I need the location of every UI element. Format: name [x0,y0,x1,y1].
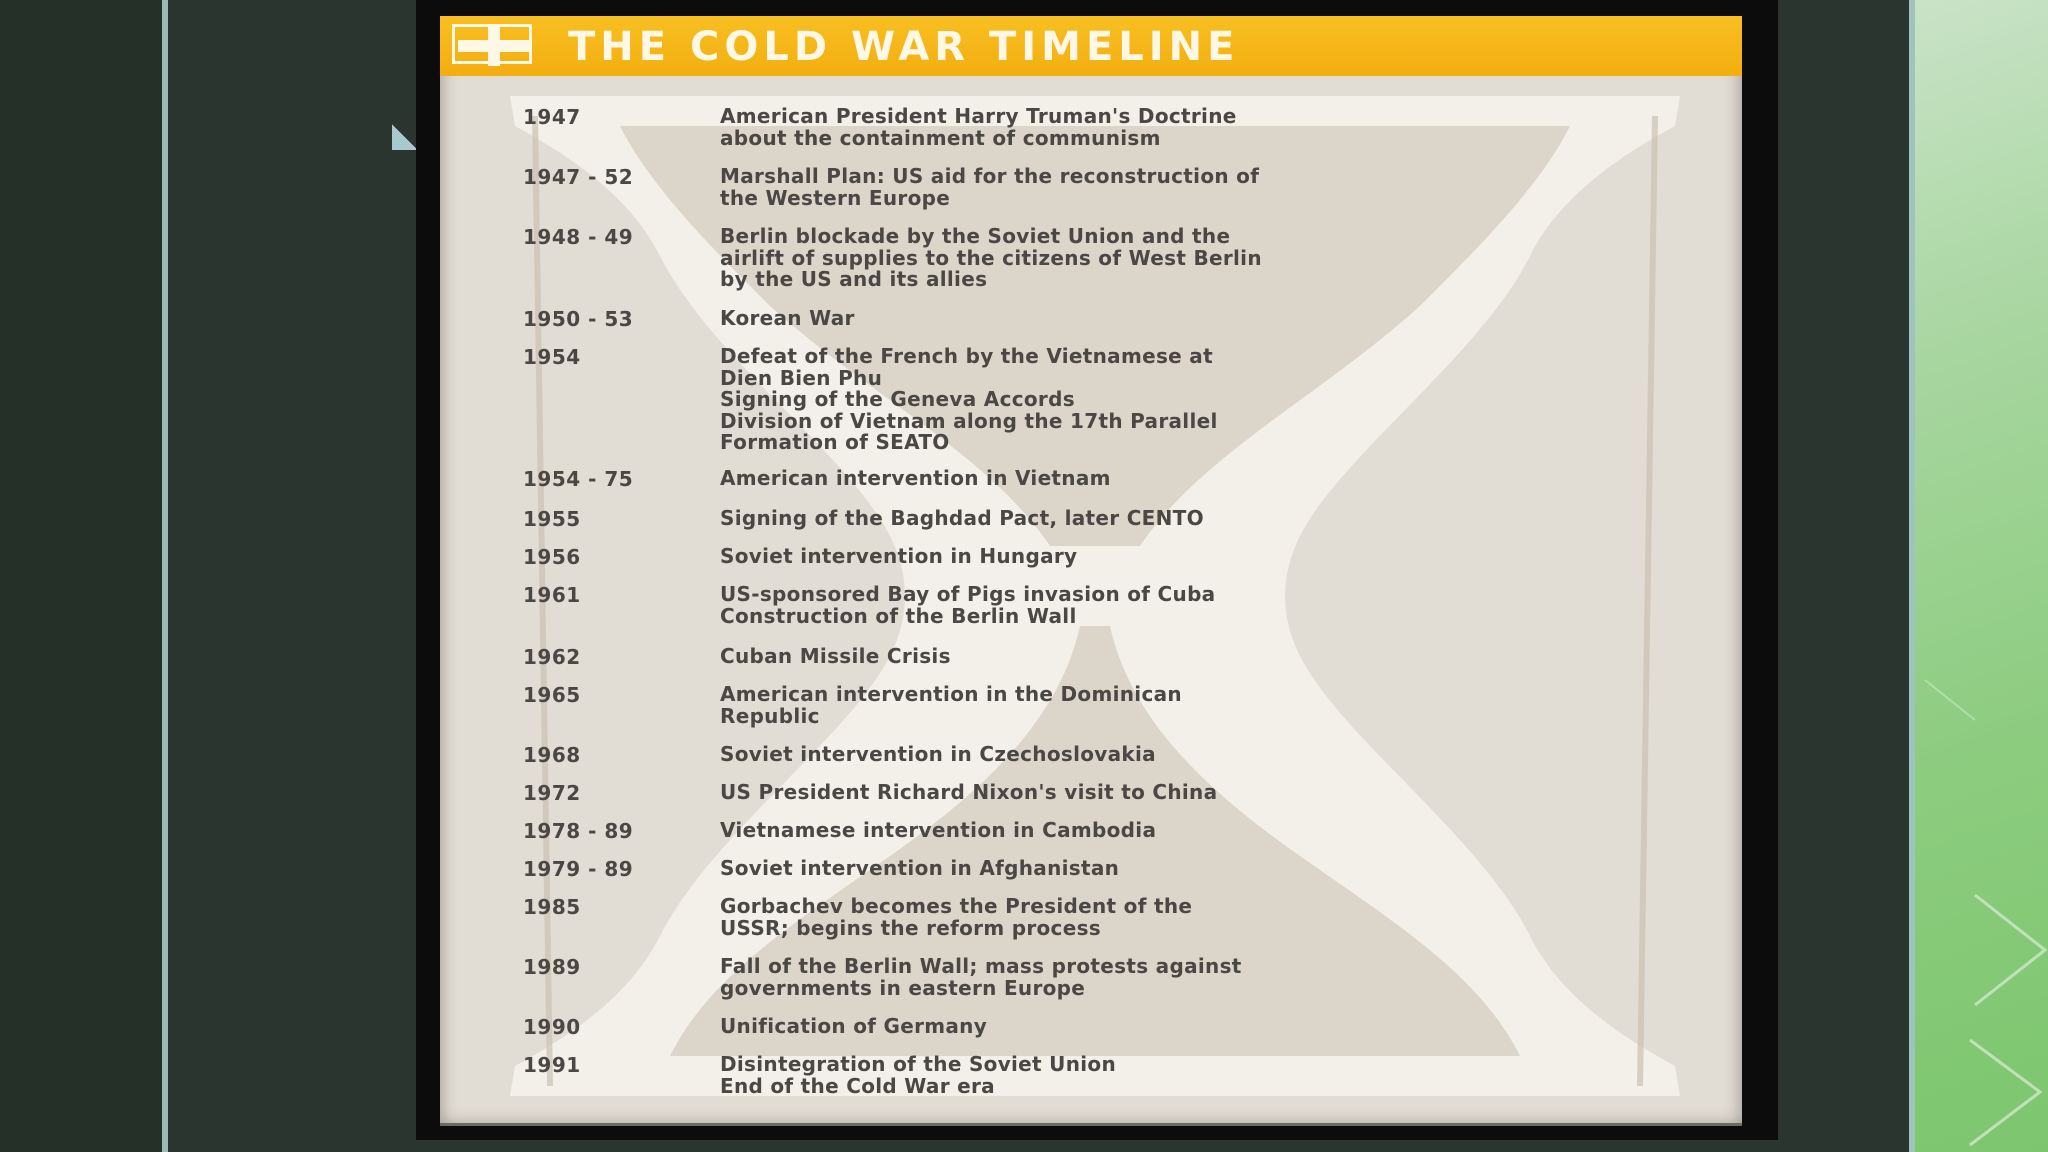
timeline-year: 1968 [523,743,581,767]
right-gradient-decoration [1915,0,2048,1152]
timeline-event-line: Vietnamese intervention in Cambodia [720,818,1157,842]
timeline-event-line: Fall of the Berlin Wall; mass protests against [720,954,1242,978]
timeline-event-line: Soviet intervention in Hungary [720,544,1078,568]
timeline-event-line: the Western Europe [720,185,951,210]
timeline-event-line: American President Harry Truman's Doctrine [720,104,1237,128]
bottom-divider [440,1123,1742,1126]
timeline-year: 1979 - 89 [523,857,634,881]
timeline-event-line: Marshall Plan: US aid for the reconstruction of [720,164,1260,188]
timeline-year: 1948 - 49 [523,225,634,249]
timeline-event [720,744,1710,766]
timeline-event-line: Division of Vietnam along the 17th Parallel [720,408,1218,433]
timeline-year: 1954 [523,345,581,369]
timeline-event-line: American intervention in the Dominican [720,682,1182,706]
timeline-event-line: Republic [720,703,820,728]
timeline-event-line: Construction of the Berlin Wall [720,603,1077,628]
page-title: THE COLD WAR TIMELINE [568,24,1240,70]
timeline-event-line: Berlin blockade by the Soviet Union and the [720,224,1231,248]
timeline-event [720,106,1710,149]
timeline-image [416,0,1778,1140]
timeline-event-line: American intervention in Vietnam [720,466,1111,490]
timeline-event-line: Dien Bien Phu [720,365,883,390]
timeline-event [720,468,1710,490]
timeline-year: 1985 [523,895,581,919]
timeline-year: 1947 [523,105,581,129]
timeline-event-line: by the US and its allies [720,267,988,291]
timeline-event [720,896,1710,939]
timeline-year: 1989 [523,955,581,979]
timeline-event-line: Soviet intervention in Afghanistan [720,856,1120,880]
timeline-event [720,508,1710,530]
timeline-event-line: US-sponsored Bay of Pigs invasion of Cuba [720,582,1216,606]
timeline-event [720,1016,1710,1038]
timeline-year: 1956 [523,545,581,569]
timeline-paper [440,16,1742,1126]
timeline-year: 1972 [523,781,581,805]
timeline-event-line: airlift of supplies to the citizens of West Berlin [720,245,1262,270]
timeline-event-line: Cuban Missile Crisis [720,644,951,668]
timeline-event-line: Disintegration of the Soviet Union [720,1052,1116,1076]
timeline-event-line: about the containment of communism [720,125,1161,150]
timeline-event [720,308,1710,330]
timeline-year: 1950 - 53 [523,307,634,331]
timeline-event [720,346,1710,454]
timeline-event [720,956,1710,999]
timeline-event [720,646,1710,668]
timeline-event-line: Signing of the Baghdad Pact, later CENTO [720,506,1204,530]
timeline-event [720,584,1710,627]
timeline-year: 1954 - 75 [523,467,634,491]
timeline-event-line: Formation of SEATO [720,430,950,454]
corner-triangle-icon [392,124,418,150]
timeline-list [440,16,1742,1126]
timeline-event-line: USSR; begins the reform process [720,915,1101,940]
timeline-event [720,858,1710,880]
timeline-year: 1990 [523,1015,581,1039]
timeline-event-line: Gorbachev becomes the President of the [720,894,1193,918]
timeline-year: 1955 [523,507,581,531]
timeline-event-line: Defeat of the French by the Vietnamese at [720,344,1213,368]
timeline-event [720,782,1710,804]
timeline-year: 1962 [523,645,581,669]
timeline-year: 1991 [523,1053,581,1077]
timeline-event [720,166,1710,209]
timeline-event [720,546,1710,568]
timeline-event-line: governments in eastern Europe [720,975,1086,1000]
timeline-year: 1965 [523,683,581,707]
timeline-event-line: Unification of Germany [720,1014,988,1038]
timeline-event [720,684,1710,727]
timeline-event [720,820,1710,842]
timeline-year: 1947 - 52 [523,165,634,189]
timeline-event [720,1054,1710,1097]
timeline-year: 1961 [523,583,581,607]
timeline-event-line: US President Richard Nixon's visit to China [720,780,1218,804]
timeline-event [720,226,1710,291]
left-background-band [0,0,162,1152]
timeline-event-line: End of the Cold War era [720,1073,995,1098]
timeline-year: 1978 - 89 [523,819,634,843]
timeline-event-line: Soviet intervention in Czechoslovakia [720,742,1156,766]
timeline-event-line: Signing of the Geneva Accords [720,387,1075,411]
timeline-event-line: Korean War [720,306,855,330]
